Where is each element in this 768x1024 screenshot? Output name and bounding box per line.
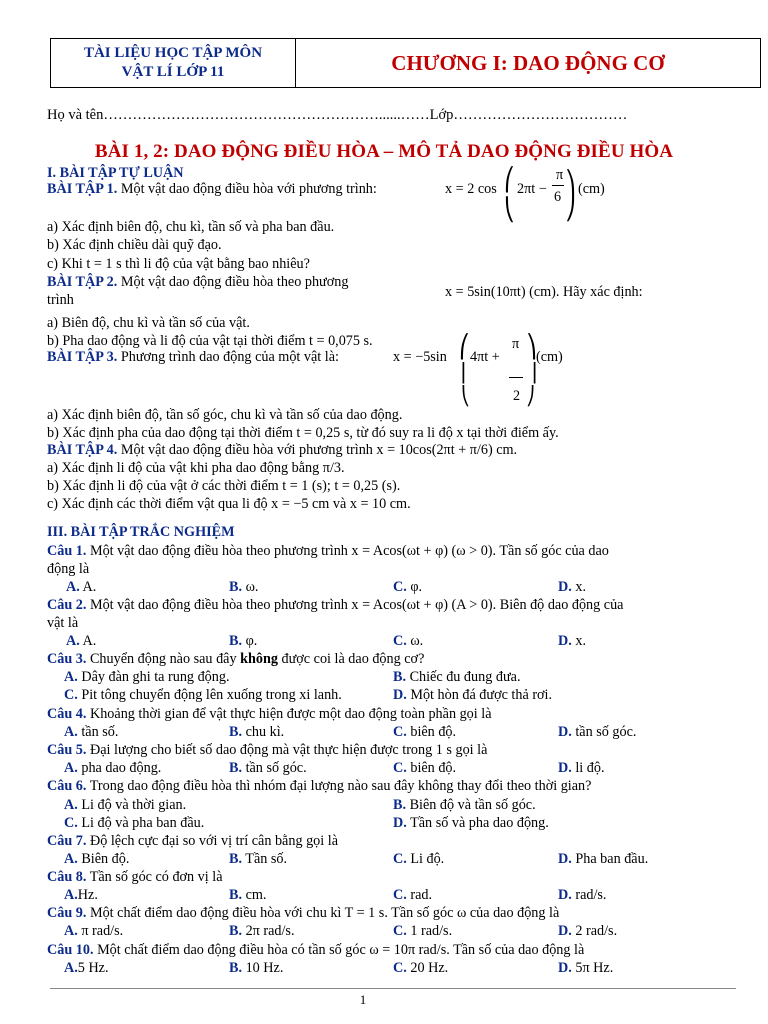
- option-d: [558, 960, 613, 977]
- exercise-label: BÀI TẬP 3.: [47, 349, 118, 365]
- question-7-options: [47, 851, 747, 869]
- option-a: [64, 887, 98, 904]
- exercise-1-part-a: a) Xác định biên độ, chu kì, tần số và pha ban đầu.: [47, 219, 335, 235]
- option-text: Pha ban đầu.: [571, 851, 649, 867]
- option-letter: B.: [229, 633, 243, 649]
- left-paren: ⎛: [504, 167, 515, 192]
- option-letter: A.: [64, 923, 78, 939]
- exercise-3-equation-inner: 4πt +: [470, 349, 500, 365]
- option-letter: D.: [558, 960, 572, 976]
- question-3: [47, 651, 424, 668]
- question-label: Câu 6.: [47, 778, 87, 794]
- exercise-label: BÀI TẬP 4.: [47, 442, 118, 458]
- option-b: [229, 887, 266, 904]
- option-d: [558, 724, 636, 741]
- option-text: 10 Hz.: [242, 960, 284, 976]
- option-b: [229, 633, 257, 650]
- question-1: [47, 543, 609, 560]
- option-letter: A.: [64, 724, 78, 740]
- exercise-text: Phương trình dao động của một vật là:: [117, 349, 339, 365]
- page-number: 1: [359, 992, 367, 1007]
- emphasis-text: không: [240, 651, 278, 667]
- exercise-3-statement: [47, 349, 339, 366]
- option-text: biên độ.: [406, 724, 457, 740]
- right-paren: ⎟: [528, 363, 537, 383]
- option-text: tần số góc.: [242, 760, 307, 776]
- option-text: chu kì.: [242, 724, 285, 740]
- option-a: [64, 797, 186, 814]
- option-letter: D.: [558, 760, 572, 776]
- option-b: [229, 923, 295, 940]
- question-1-cont: động là: [47, 561, 90, 577]
- option-a: [64, 760, 161, 777]
- option-a: [66, 579, 96, 596]
- option-letter: D.: [558, 579, 572, 595]
- question-2-options: [47, 633, 747, 651]
- option-b: [393, 669, 521, 686]
- exercise-2-part-b: b) Pha dao động và li độ của vật tại thời điểm t = 0,075 s.: [47, 333, 373, 349]
- exercise-4-part-a: a) Xác định li độ của vật khi pha dao động bằng π/3.: [47, 460, 345, 476]
- exercise-text: Một vật dao động điều hòa theo phương: [117, 274, 349, 290]
- question-text: Khoảng thời gian để vật thực hiện được một dao động toàn phần gọi là: [86, 706, 492, 722]
- question-5-options: [47, 760, 747, 778]
- option-letter: B.: [229, 960, 243, 976]
- option-letter: A.: [66, 633, 80, 649]
- option-b: [393, 797, 536, 814]
- question-2: [47, 597, 623, 614]
- option-letter: C.: [393, 923, 407, 939]
- question-label: Câu 9.: [47, 905, 87, 921]
- exercise-3-unit: (cm): [536, 349, 563, 365]
- option-a: [64, 724, 118, 741]
- option-letter: C.: [393, 724, 407, 740]
- option-c: [393, 760, 456, 777]
- exercise-4-statement: [47, 442, 517, 459]
- option-text: Tần số và pha dao động.: [406, 815, 549, 831]
- question-text: Một chất điểm dao động điều hòa với chu kì T = 1 s. Tần số góc ω của dao động là: [86, 905, 560, 921]
- question-label: Câu 1.: [47, 543, 87, 559]
- option-d: [393, 815, 549, 832]
- question-9-options: [47, 923, 747, 941]
- option-text: π rad/s.: [77, 923, 124, 939]
- option-d: [558, 851, 648, 868]
- option-text: A.: [79, 579, 97, 595]
- question-10-options: [47, 960, 747, 978]
- exercise-2-equation: x = 5sin(10πt) (cm). Hãy xác định:: [445, 284, 643, 300]
- option-letter: C.: [393, 960, 407, 976]
- exercise-text: Một vật dao động điều hòa với phương trình x = 10cos(2πt + π/6) cm.: [117, 442, 518, 458]
- section-heading: I. BÀI TẬP TỰ LUẬN: [47, 165, 184, 181]
- option-text: 2 rad/s.: [571, 923, 618, 939]
- question-1-options: [47, 579, 747, 597]
- option-letter: A.: [64, 851, 78, 867]
- option-letter: C.: [64, 687, 78, 703]
- option-text: Biên độ.: [77, 851, 130, 867]
- question-8-options: [47, 887, 747, 905]
- option-text: rad.: [406, 887, 433, 903]
- fraction-bar: [509, 377, 523, 378]
- option-text: tần số.: [77, 724, 119, 740]
- chapter-title: CHƯƠNG I: DAO ĐỘNG CƠ: [391, 50, 665, 75]
- option-text: φ.: [406, 579, 423, 595]
- option-text: 5π Hz.: [571, 960, 614, 976]
- option-c: [393, 851, 444, 868]
- option-letter: D.: [393, 687, 407, 703]
- option-letter: C.: [393, 887, 407, 903]
- exercise-1-equation-inner: 2πt −: [517, 181, 547, 197]
- option-letter: B.: [229, 724, 243, 740]
- exercise-2-statement: [47, 274, 348, 291]
- course-title-line2: VẬT LÍ LỚP 11: [121, 64, 225, 80]
- exercise-label: BÀI TẬP 1.: [47, 181, 118, 197]
- option-letter: A.: [64, 760, 78, 776]
- right-paren: ⎠: [526, 386, 535, 406]
- question-10: [47, 942, 584, 959]
- fraction-denominator: 6: [554, 189, 562, 205]
- option-letter: B.: [393, 669, 407, 685]
- exercise-2-part-a: a) Biên độ, chu kì và tần số của vật.: [47, 315, 250, 331]
- exercise-label: BÀI TẬP 2.: [47, 274, 118, 290]
- question-5: [47, 742, 487, 759]
- option-a: [64, 923, 123, 940]
- option-c: [393, 923, 452, 940]
- question-6: [47, 778, 591, 795]
- option-text: tần số góc.: [571, 724, 637, 740]
- header-box: [50, 38, 761, 88]
- option-a: [64, 851, 129, 868]
- exercise-3-part-b: b) Xác định pha của dao động tại thời điểm t = 0,25 s, từ đó suy ra li độ x tại thời điểm ấy.: [47, 425, 559, 441]
- option-d: [558, 633, 586, 650]
- option-letter: B.: [393, 797, 407, 813]
- left-paren: ⎜: [461, 363, 470, 383]
- course-title-line1: TÀI LIỆU HỌC TẬP MÔN: [83, 45, 263, 61]
- question-text: Tần số góc có đơn vị là: [86, 869, 223, 885]
- option-d: [558, 579, 586, 596]
- question-label: Câu 5.: [47, 742, 87, 758]
- option-letter: D.: [558, 923, 572, 939]
- option-b: [229, 960, 283, 977]
- option-text: 20 Hz.: [406, 960, 449, 976]
- question-label: Câu 4.: [47, 706, 87, 722]
- option-letter: C.: [393, 633, 407, 649]
- exercise-1-part-c: c) Khi t = 1 s thì li độ của vật bằng bao nhiêu?: [47, 256, 310, 272]
- fraction-numerator: π: [556, 167, 564, 183]
- option-c: [393, 579, 422, 596]
- option-d: [558, 887, 606, 904]
- question-text: Chuyển động nào sau đây: [86, 651, 241, 667]
- option-text: 1 rad/s.: [406, 923, 453, 939]
- question-text: được coi là dao động cơ?: [277, 651, 425, 667]
- exercise-3-part-a: a) Xác định biên độ, tần số góc, chu kì và tần số của dao động.: [47, 407, 403, 423]
- option-text: Biên độ và tần số góc.: [406, 797, 536, 813]
- option-text: Li độ.: [406, 851, 445, 867]
- question-label: Câu 10.: [47, 942, 94, 958]
- question-text: Đại lượng cho biết số dao động mà vật thực hiện được trong 1 s gọi là: [86, 742, 488, 758]
- exercise-1-unit: (cm): [578, 181, 605, 197]
- option-letter: C.: [64, 815, 78, 831]
- exercise-4-part-c: c) Xác định các thời điểm vật qua li độ x = −5 cm và x = 10 cm.: [47, 496, 411, 512]
- option-letter: B.: [229, 923, 243, 939]
- question-label: Câu 8.: [47, 869, 87, 885]
- option-c: [393, 960, 448, 977]
- left-paren: ⎛: [459, 334, 470, 359]
- option-letter: B.: [229, 579, 243, 595]
- fraction-numerator: π: [512, 336, 520, 352]
- option-letter: D.: [558, 633, 572, 649]
- option-letter: D.: [393, 815, 407, 831]
- option-d: [558, 760, 605, 777]
- option-letter: B.: [229, 851, 243, 867]
- option-c: [64, 687, 342, 704]
- exercise-1-equation-start: x = 2 cos: [445, 181, 497, 197]
- option-text: φ.: [242, 633, 258, 649]
- exercise-text: Một vật dao động điều hòa với phương trình:: [117, 181, 377, 197]
- left-paren: ⎝: [461, 386, 470, 406]
- exercise-2-statement-cont: trình: [47, 292, 74, 308]
- option-b: [229, 724, 284, 741]
- option-text: A.: [79, 633, 97, 649]
- option-text: Hz.: [77, 887, 98, 903]
- question-text: Trong dao động điều hòa thì nhóm đại lượng nào sau đây không thay đổi theo thời gian?: [86, 778, 592, 794]
- question-label: Câu 3.: [47, 651, 87, 667]
- option-text: Chiếc đu đung đưa.: [406, 669, 521, 685]
- option-text: Li độ và pha ban đầu.: [77, 815, 205, 831]
- option-d: [393, 687, 552, 704]
- question-text: Một vật dao động điều hòa theo phương trình x = Acos(ωt + φ) (A > 0). Biên độ dao động của: [86, 597, 624, 613]
- question-label: Câu 2.: [47, 597, 87, 613]
- option-letter: B.: [229, 760, 243, 776]
- question-text: Độ lệch cực đại so với vị trí cân bằng gọi là: [86, 833, 339, 849]
- section-heading: III. BÀI TẬP TRẮC NGHIỆM: [47, 524, 235, 540]
- option-letter: A.: [64, 669, 78, 685]
- question-7: [47, 833, 338, 850]
- option-letter: D.: [558, 724, 572, 740]
- option-b: [229, 579, 258, 596]
- option-text: biên độ.: [406, 760, 457, 776]
- question-3-options-row1: [47, 669, 747, 687]
- exercise-1-statement: [47, 181, 377, 198]
- option-text: Dây đàn ghi ta rung động.: [77, 669, 230, 685]
- option-text: x.: [571, 579, 586, 595]
- course-title: [51, 39, 296, 87]
- option-letter: C.: [393, 851, 407, 867]
- question-3-options-row2: [47, 687, 747, 705]
- option-text: Pit tông chuyển động lên xuống trong xi lanh.: [77, 687, 342, 703]
- option-letter: C.: [393, 760, 407, 776]
- right-paren: ⎞: [526, 334, 537, 359]
- option-text: Tần số.: [242, 851, 288, 867]
- option-letter: D.: [558, 887, 572, 903]
- option-text: ω.: [242, 579, 259, 595]
- option-d: [558, 923, 617, 940]
- option-c: [393, 724, 456, 741]
- question-8: [47, 869, 223, 886]
- option-c: [393, 887, 432, 904]
- question-4: [47, 706, 492, 723]
- option-letter: C.: [393, 579, 407, 595]
- option-text: 5 Hz.: [77, 960, 109, 976]
- right-paren: ⎠: [565, 196, 576, 221]
- option-text: ω.: [406, 633, 424, 649]
- question-text: Một vật dao động điều hòa theo phương trình x = Acos(ωt + φ) (ω > 0). Tần số góc của dao: [86, 543, 609, 559]
- option-a: [64, 960, 109, 977]
- question-text: Một chất điểm dao động điều hòa có tần số góc ω = 10π rad/s. Tần số của dao động là: [93, 942, 585, 958]
- exercise-4-part-b: b) Xác định li độ của vật ở các thời điểm t = 1 (s); t = 0,25 (s).: [47, 478, 401, 494]
- question-2-cont: vật là: [47, 615, 79, 631]
- exercise-3-equation-start: x = −5sin: [393, 349, 447, 365]
- option-text: rad/s.: [571, 887, 607, 903]
- option-c: [393, 633, 423, 650]
- option-text: x.: [571, 633, 586, 649]
- fraction-denominator: 2: [513, 388, 521, 404]
- student-info-line: Họ và tên…………………………………………………......……Lớp………………………………: [47, 107, 628, 123]
- question-label: Câu 7.: [47, 833, 87, 849]
- option-text: Một hòn đá được thả rơi.: [406, 687, 553, 703]
- option-letter: A.: [64, 797, 78, 813]
- option-text: Li độ và thời gian.: [77, 797, 187, 813]
- option-letter: A.: [64, 960, 78, 976]
- question-6-options-row1: [47, 797, 747, 815]
- option-letter: B.: [229, 887, 243, 903]
- option-text: cm.: [242, 887, 267, 903]
- option-letter: A.: [64, 887, 78, 903]
- fraction-bar: [552, 185, 564, 186]
- right-paren: ⎞: [565, 170, 576, 195]
- option-text: li độ.: [571, 760, 605, 776]
- option-text: 2π rad/s.: [242, 923, 295, 939]
- lesson-title: BÀI 1, 2: DAO ĐỘNG ĐIỀU HÒA – MÔ TẢ DAO ĐỘNG ĐIỀU HÒA: [94, 141, 674, 162]
- option-letter: A.: [66, 579, 80, 595]
- question-6-options-row2: [47, 815, 747, 833]
- option-b: [229, 760, 307, 777]
- option-letter: D.: [558, 851, 572, 867]
- footer-divider: [50, 988, 736, 989]
- option-a: [66, 633, 96, 650]
- option-text: pha dao động.: [77, 760, 162, 776]
- question-4-options: [47, 724, 747, 742]
- option-a: [64, 669, 230, 686]
- left-paren: ⎝: [504, 197, 515, 222]
- option-c: [64, 815, 204, 832]
- question-9: [47, 905, 559, 922]
- option-b: [229, 851, 287, 868]
- exercise-1-part-b: b) Xác định chiều dài quỹ đạo.: [47, 237, 222, 253]
